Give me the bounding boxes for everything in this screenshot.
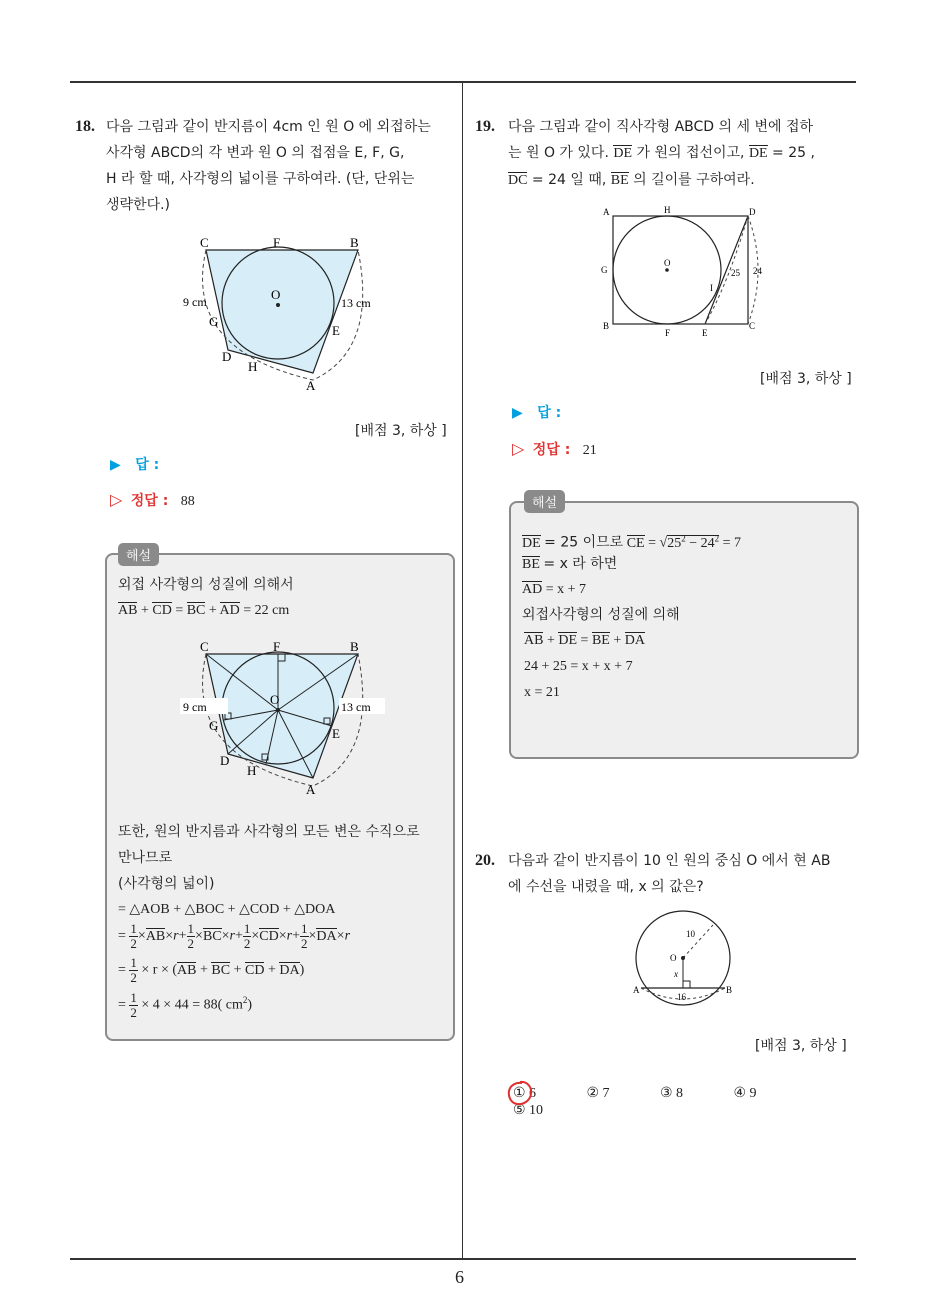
svg-text:I: I: [710, 283, 713, 293]
svg-text:C: C: [749, 321, 756, 331]
correct-label: 정답 :: [130, 493, 169, 509]
q18-number: 18.: [75, 118, 95, 135]
q20-text: [508, 848, 858, 900]
label-F: F: [273, 235, 281, 250]
svg-text:13 cm: 13 cm: [341, 700, 371, 714]
q18-sol-line: = $\frac{1}{2}$ × r × (AB + BC + CD + DA): [118, 955, 305, 985]
q19-text: [508, 114, 858, 194]
q20-number: 20.: [475, 852, 495, 869]
q18-solution-tag: 해설: [118, 543, 159, 566]
selected-choice-circle-icon: [506, 1079, 534, 1107]
column-divider: [462, 83, 463, 1259]
q20-figure: [628, 910, 740, 1010]
q19-solution-tag: 해설: [524, 490, 565, 513]
label-9cm: 9 cm: [183, 295, 207, 309]
svg-text:G: G: [601, 265, 608, 275]
svg-text:E: E: [332, 726, 340, 741]
q18-sol-line: = $\frac{1}{2}$ × 4 × 44 = 88( $cm^2$): [118, 989, 253, 1020]
answer-label: 답 :: [537, 405, 562, 421]
choice-3[interactable]: ③ 8: [660, 1086, 684, 1101]
label-E: E: [332, 323, 340, 338]
choice-4[interactable]: ④ 9: [733, 1086, 757, 1101]
svg-text:B: B: [726, 985, 733, 995]
svg-text:F: F: [665, 328, 671, 338]
q18-center-dot: [276, 303, 280, 307]
choice-5[interactable]: ⑤ 10: [513, 1103, 544, 1118]
page-number: 6: [455, 1267, 464, 1287]
q19-score: [배점 3, 하상 ]: [760, 371, 852, 387]
label-H: H: [248, 359, 258, 374]
label-A: A: [306, 378, 316, 393]
play-arrow-icon: ▶: [512, 405, 523, 421]
svg-text:B: B: [603, 321, 610, 331]
play-arrow-icon: ▶: [110, 457, 121, 473]
q18-sol-line: 또한, 원의 반지름과 사각형의 모든 변은 수직으로: [118, 824, 420, 840]
svg-text:G: G: [209, 718, 219, 733]
label-G: G: [209, 314, 219, 329]
label-D: D: [222, 349, 232, 364]
correct-label: 정답 :: [532, 442, 571, 458]
svg-text:9 cm: 9 cm: [183, 700, 207, 714]
q18-correct-row: [110, 490, 195, 510]
bottom-rule: [70, 1258, 856, 1260]
q19-sol-line: AD = x + 7: [522, 582, 587, 597]
outline-arrow-icon: ▷: [512, 439, 525, 458]
svg-text:25: 25: [731, 268, 740, 278]
q18-sol-line: = $\frac{1}{2}$ ×AB×r+ $\frac{1}{2}$ ×BC×r+ $\frac{1}{2}$ ×CD×r+ $\frac{1}{2}$ ×DA×r: [118, 921, 351, 951]
q19-answer-row: [512, 402, 561, 422]
outline-arrow-icon: ▷: [110, 490, 123, 509]
correct-value: 88: [180, 494, 195, 509]
q18-solution-figure: [178, 636, 388, 801]
q18-figure: [178, 230, 388, 395]
label-13cm: 13 cm: [341, 296, 371, 310]
q19-line: 는 원 O 가 있다. DE 가 원의 접선이고, DE = 25 ,: [508, 145, 815, 161]
svg-text:O: O: [664, 258, 671, 268]
label-C: C: [200, 235, 209, 250]
label-O: O: [271, 287, 281, 302]
svg-text:C: C: [200, 639, 209, 654]
svg-text:D: D: [220, 753, 230, 768]
q18-text: [106, 114, 456, 218]
q19-sol-line: 24 + 25 = x + x + 7: [524, 659, 633, 674]
q19-sol-line: 외접사각형의 성질에 의해: [522, 607, 680, 623]
q18-line: H 라 할 때, 사각형의 넓이를 구하여라. (단, 단위는: [106, 171, 415, 187]
svg-text:x: x: [674, 969, 678, 979]
q18-sol-line: 외접 사각형의 성질에 의해서: [118, 577, 294, 593]
choice-1[interactable]: ① 6: [513, 1086, 537, 1101]
answer-label: 답 :: [135, 457, 160, 473]
svg-text:H: H: [664, 205, 671, 215]
q18-line: 사각형 ABCD의 각 변과 원 O 의 접점을 E, F, G,: [106, 145, 405, 161]
q19-sol-line: BE = x 라 하면: [522, 556, 618, 572]
q19-number: 19.: [475, 118, 495, 135]
q19-sol-line: DE = 25 이므로 CE = $√25^2 - 24^2 = 7$: [522, 533, 741, 551]
q19-sol-line: AB + DE = BE + DA: [524, 633, 645, 648]
q19-correct-row: [512, 439, 597, 459]
svg-text:A: A: [306, 782, 316, 797]
q20-line: 다음과 같이 반지름이 10 인 원의 중심 O 에서 현 AB: [508, 853, 831, 869]
choice-2[interactable]: ② 7: [586, 1086, 610, 1101]
svg-text:E: E: [702, 328, 708, 338]
q18-sol-line: = △AOB + △BOC + △COD + △DOA: [118, 902, 336, 917]
svg-text:F: F: [273, 639, 281, 654]
q19-line: DC = 24 일 때, BE 의 길이를 구하여라.: [508, 172, 755, 188]
svg-text:B: B: [350, 639, 359, 654]
svg-text:A: A: [603, 207, 610, 217]
svg-text:24: 24: [753, 266, 762, 276]
q18-sol-line: AB + CD = BC + AD = 22 cm: [118, 603, 290, 618]
q20-line: 에 수선을 내렸을 때, x 의 값은?: [508, 879, 704, 895]
svg-text:A: A: [633, 985, 640, 995]
svg-text:16: 16: [677, 992, 686, 1002]
q18-sol-line: (사각형의 넓이): [118, 876, 215, 892]
svg-text:O: O: [270, 692, 280, 707]
q18-line: 다음 그림과 같이 반지름이 4cm 인 원 O 에 외접하는: [106, 119, 431, 135]
q19-line: 다음 그림과 같이 직사각형 ABCD 의 세 변에 접하: [508, 119, 813, 135]
label-B: B: [350, 235, 359, 250]
svg-text:D: D: [749, 207, 756, 217]
q19-sol-line: x = 21: [524, 685, 560, 700]
q18-score: [배점 3, 하상 ]: [355, 423, 447, 439]
q20-score: [배점 3, 하상 ]: [755, 1038, 847, 1054]
svg-text:H: H: [247, 763, 257, 778]
svg-text:O: O: [670, 953, 677, 963]
q18-line: 생략한다.): [106, 197, 171, 213]
top-rule: [70, 81, 856, 83]
q20-choices: [513, 1085, 853, 1119]
q18-answer-row: [110, 454, 159, 474]
svg-text:10: 10: [686, 929, 695, 939]
q19-figure: [598, 204, 773, 339]
q18-sol-line: 만나므로: [118, 850, 173, 866]
correct-value: 21: [582, 443, 597, 458]
